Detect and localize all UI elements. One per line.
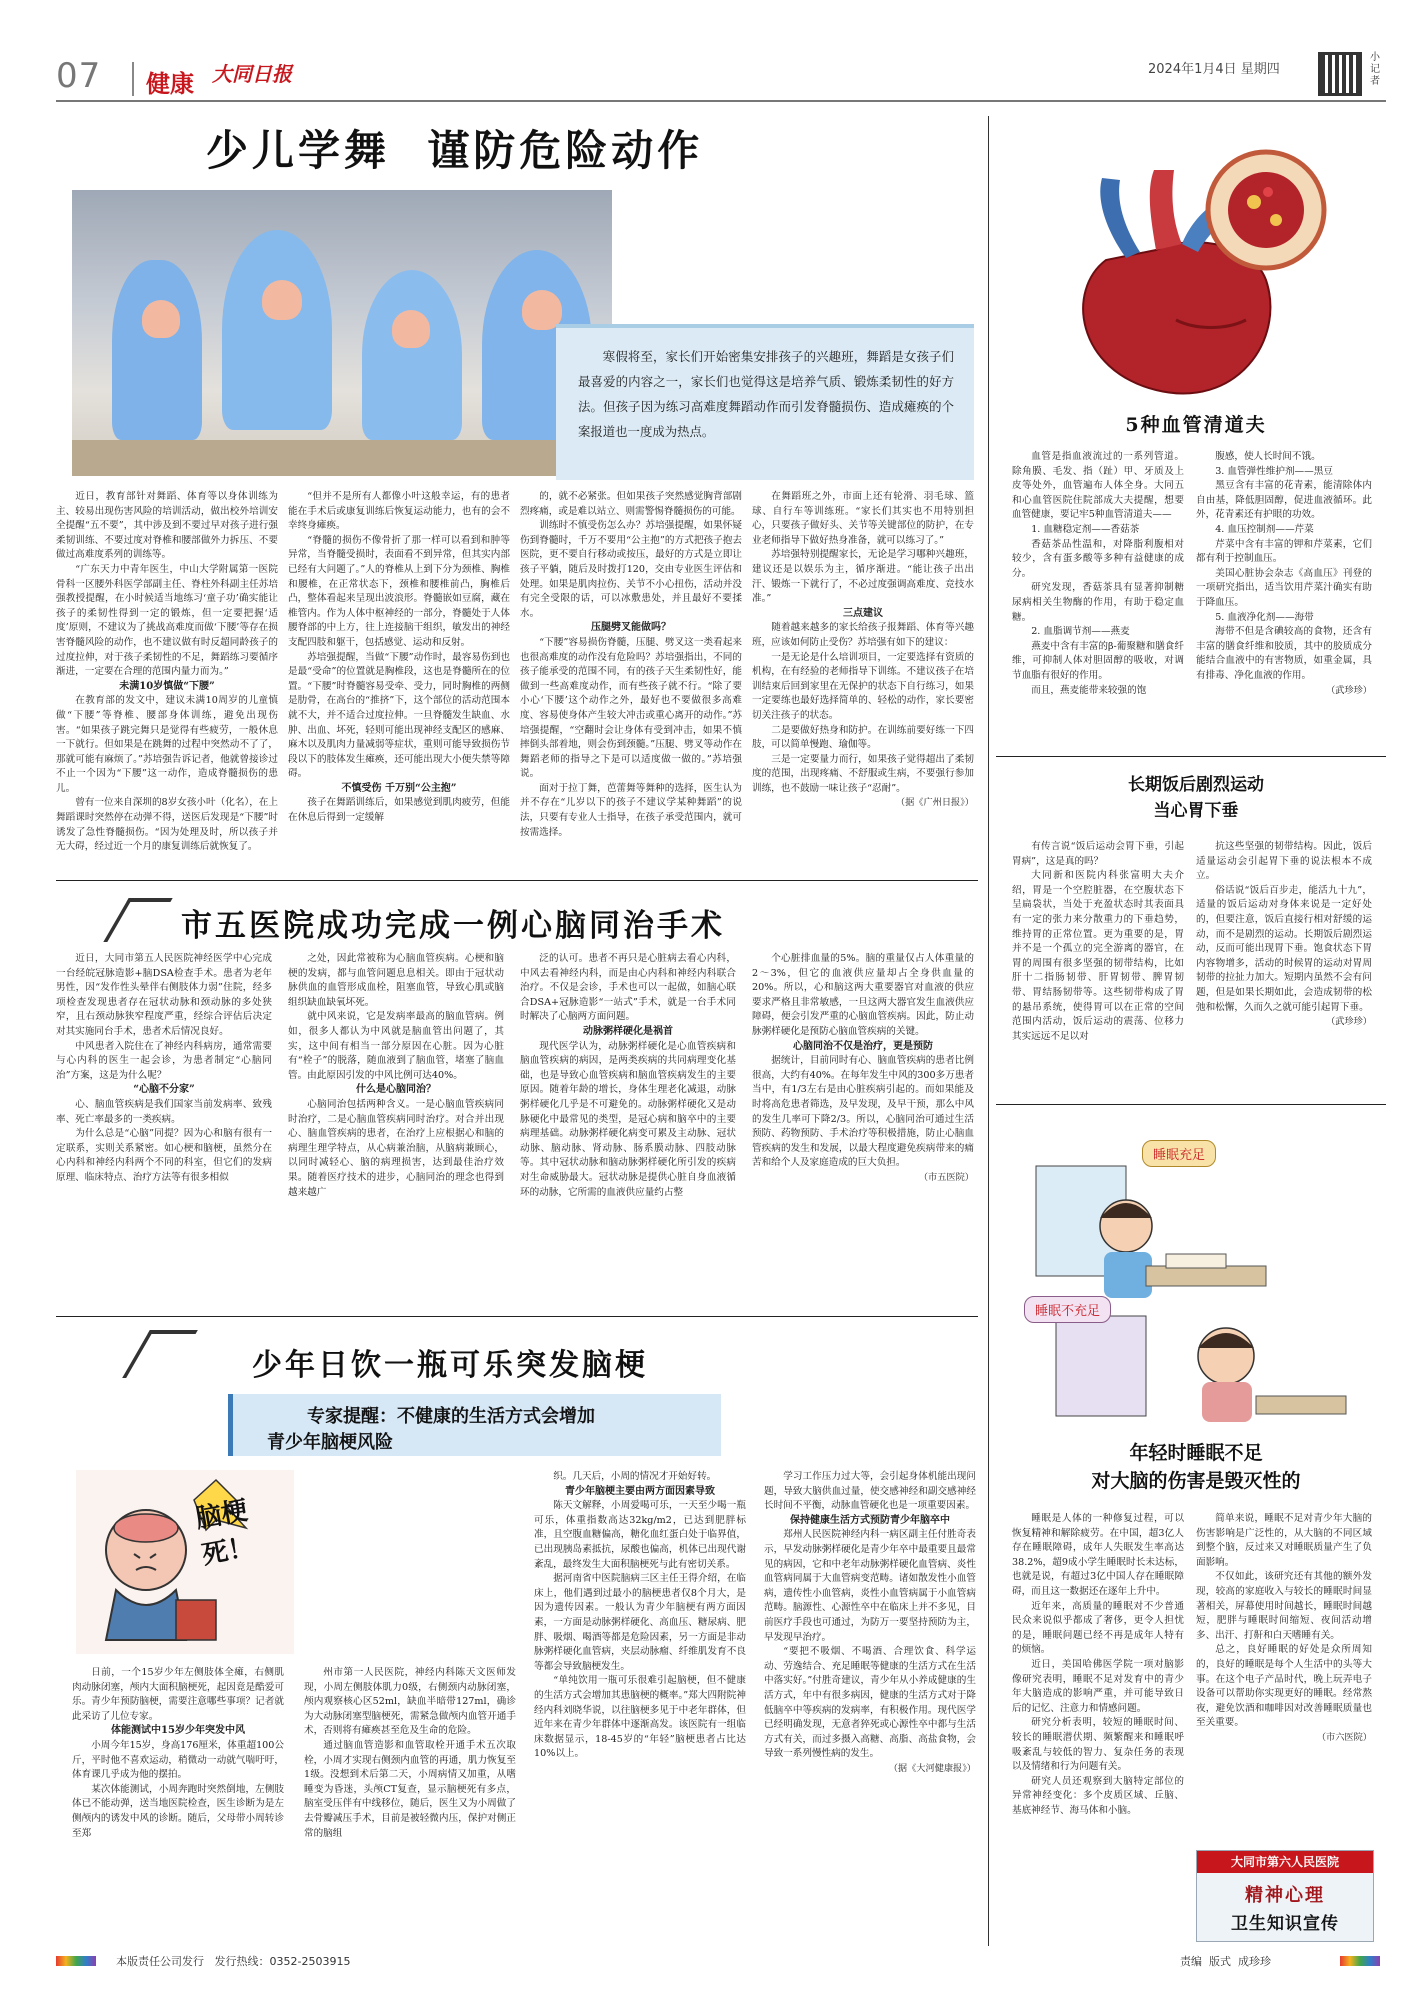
paragraph: 黑豆含有丰富的花青素，能清除体内自由基，降低胆固醇，促进血液循环。此外，花青素还有护眼的功效。 xyxy=(1196,480,1372,521)
paragraph: 小周今年15岁，身高176厘米，体重超100公斤，平时他不喜欢运动，稍微动一动就气喘吁吁，体育课几乎成为他的摆拍。 xyxy=(72,1739,284,1781)
main-vertical-rule xyxy=(988,116,989,1946)
cola-cartoon-text: 脑梗死！ xyxy=(193,1495,257,1571)
paragraph: 血管是指血液流过的一系列管道。除角膜、毛发、指（趾）甲、牙质及上皮等处外，血管遍布人体全身。大同五和心血管医院住院部成大夫提醒，想要血管健康，要记牢5种血管清道夫—— xyxy=(1012,451,1184,521)
paragraph: “单纯饮用一瓶可乐很难引起脑梗，但不健康的生活方式会增加其患脑梗的概率。”郑大四附院神经内科刘晓华说，以往脑梗多见于中老年群体，但近年来在青少年群体中逐渐高发。该医院有一组临床数据显示，18-45岁的“年轻”脑梗患者占比达10%以上。 xyxy=(534,1675,746,1760)
cola-cartoon xyxy=(76,1470,294,1654)
paragraph: 香菇茶品性温和，对降脂利腹相对较少，含有蛋多酸等多种有益健康的成分。 xyxy=(1012,538,1184,579)
paragraph: 心脑同治包括两种含义。一是心脑血管疾病同时治疗，二是心脑血管疾病同时治疗。对合并出现心、脑血管疾病的患者，在治疗上应根据心和脑的病理生理学特点，从心病兼治脑，从脑病兼顾心，以同时减轻心、脑的病理损害，达到最佳治疗效果。随着医疗技术的进步，心脑同治的理念也得到越来越广 xyxy=(288,1098,504,1198)
sleep-illustration xyxy=(1016,1126,1366,1426)
paragraph: 而且，燕麦能带来较强的饱 xyxy=(1031,684,1147,696)
paragraph: 苏培强提醒，当做“下腰”动作时，最容易伤到也是最“受命”的位置就是胸椎段，这也是脊髓所在的位置。“下腰”时脊髓容易受牵、受力，同时胸椎的两侧是肋骨，在高台的“推挤”下，这个部位的活动范围本就不大，并不适合过度拉伸。一旦脊髓发生缺血、水肿、出血、坏死，轻则可能出现神经支配区的感麻、麻木以及肌肉力量减弱等症状，重则可能导致损伤节段以下的肢体发生瘫痪，还可能出现大小便失禁等障碍。 xyxy=(288,651,510,780)
sleep-promo-box xyxy=(1196,1850,1374,1942)
paragraph: 近日，教育部针对舞蹈、体育等以身体训练为主、较易出现伤害风险的培训活动，做出校外培训安全提醒“五不要”，其中涉及到不要过早对孩子进行强柔韧训练、不要过度对脊椎和腰部做外力拆压、不要做过高难度系列的训练等。 xyxy=(56,491,278,561)
paragraph: “下腰”容易损伤脊髓，压腿、劈叉这一类看起来也很高难度的动作没有危险吗？苏培强指出，不同的孩子能承受的范围不同，有的孩子天生柔韧性好，能做到一些高难度动作，而有些孩子就不行。“除了要小心‘下腰’这个动作之外，最好也不要做很多高难度、容易使身体产生较大冲击或重心离开的动作。”苏培强提醒，“空翻时会让身体有受到冲击，如果不慎摔倒头部着地，则会伤到颈髓。”压腿、劈叉等动作在舞蹈老师的指导之下是可以适度做一做的。”苏培强说。 xyxy=(520,636,742,780)
cola-title-accent xyxy=(122,1330,198,1378)
dance-lead: 寒假将至，家长们开始密集安排孩子的兴趣班，舞蹈是女孩子们最喜爱的内容之一，家长们也觉得这是培养气质、锻炼柔韧性的好方法。但孩子因为练习高难度舞蹈动作而引发脊髓损伤、造成瘫痪的个案报道也一度成为热点。 xyxy=(578,349,954,439)
paragraph: 泛的认可。患者不再只是心脏病去看心内科，中风去看神经内科，而是由心内科和神经内科联合治疗。不仅是会诊，手术也可以一起做，如脑心联合DSA+冠脉造影“一站式”手术，就是一台手术同时解决了心脑两方面问题。 xyxy=(520,953,736,1023)
sleep-label-short: 睡眠不充足 xyxy=(1024,1296,1111,1323)
paragraph: “但并不是所有人都像小叶这般幸运，有的患者能在手术后或康复训练后恢复运动能力，也有的会不幸终身瘫痪。 xyxy=(288,491,510,532)
stomach-top-rule xyxy=(996,756,1386,757)
article-source: （市六医院） xyxy=(1316,1731,1372,1743)
stomach-col-1 xyxy=(1012,840,1184,1095)
cola-subtitle-2: 青少年脑梗风险 xyxy=(267,1432,393,1453)
masthead-divider xyxy=(132,62,134,96)
paragraph: 2. 血脂调节剂——燕麦 xyxy=(1031,626,1130,638)
subheading: 什么是心脑同治？ xyxy=(356,1084,436,1096)
article-source: （据《广州日报》） xyxy=(895,797,974,809)
paragraph: 近日，大同市第五人民医院神经医学中心完成一台经皖冠脉造影+脑DSA检查手术。患者为老年男性，因“发作性头晕伴右侧肢体力弱”住院，经多项检查发现患者存在冠状动脉和颈动脉的多处狭窄，且右颈动脉狭窄程度严重，经综合评估后决定对其实施同台手术，患者术后情况良好。 xyxy=(56,953,272,1037)
paragraph: 三是一定要量力而行，如果孩子觉得超出了柔韧度的范围，出现疼痛、不舒服或生病，不要强行参加训练，也不鼓励一味让孩子“忍耐”。 xyxy=(752,753,974,794)
page-number: 07 xyxy=(56,56,102,96)
paragraph: 的，就不必紧张。但如果孩子突然感觉胸背部剧烈疼痛，或是难以站立、则需警惕脊髓损伤的可能。 xyxy=(520,491,742,517)
paragraph: 现代医学认为，动脉粥样硬化是心血管疾病和脑血管疾病的病因，是两类疾病的共同病理变化基础，也是导致心血管疾病和脑血管疾病发生的主要原因。随着年龄的增长，身体生理老化减退，动脉粥样硬化几乎是不可避免的。动脉粥样硬化又是动脉硬化中最常见的类型，是冠心病和脑卒中的主要病理基础。动脉粥样硬化病变可累及主动脉、冠状动脉、脑动脉、肾动脉、肠系膜动脉、四肢动脉等。其中冠状动脉和脑动脉粥样硬化所引发的疾病对生命威胁最大。冠状动脉是提供心脏自身血液循环的动脉，它所需的血液供应量约占整 xyxy=(520,1040,736,1198)
sleep-headline-2: 对大脑的伤害是毁灭性的 xyxy=(1091,1470,1301,1492)
stomach-headline-2: 当心胃下垂 xyxy=(1153,801,1239,821)
paragraph: 总之，良好睡眠的好处是众所周知的，良好的睡眠是每个人生活中的头等大事。在这个电子产品时代，晚上玩弄电子设备可以帮助你实现更好的睡眠。经常熬夜，避免饮酒和咖啡因对改善睡眠质量也至关重要。 xyxy=(1196,1644,1372,1729)
article-stomach xyxy=(996,760,1386,1100)
paragraph: 芹菜中含有丰富的钾和芹菜素，它们都有利于控制血压。 xyxy=(1196,538,1372,565)
paragraph: 孩子在舞蹈训练后，如果感觉到肌肉疲劳，但能在休息后得到一定缓解 xyxy=(288,797,510,824)
paragraph: “脊髓的损伤不像骨折了那一样可以看到和肿等异常，当脊髓受损时，表面看不到异常，但其实内部已经有大问题了。”人的脊椎从上到下分为颈椎、胸椎和腰椎，在正常状态下，颈椎和腰椎前凸，胸椎后凸，整体看起来呈现出波浪形。脊髓嵌如豆腐，藏在椎管内。作为人体中枢神经的一部分，脊髓处于人体腰脊部的中上方，往上连接脑干组织，敏发出的神经支配四肢和躯干，包括感觉、运动和反射。 xyxy=(288,534,510,648)
paragraph: 不仅如此，该研究还有其他的额外发现，较高的家庭收入与较长的睡眠时间显著相关，屏幕使用时间越长，睡眠时间越短，肥胖与睡眠时间缩短、夜间活动增多、出汗、打鼾和白天嗜睡有关。 xyxy=(1196,1571,1372,1641)
vascular-col-1 xyxy=(1012,450,1184,750)
paragraph: 织。几天后，小周的情况才开始好转。 xyxy=(553,1471,717,1482)
paragraph: 为什么总是“心脑”同提？因为心和脑有很有一定联系，实则关系紧密。如心梗和脑梗，虽然分在心内科和神经内科两个不同的科室，但它们的发病原理、临床特点、治疗方法等有很多相似 xyxy=(56,1128,272,1183)
subheading: 压腿劈叉能做吗？ xyxy=(591,622,671,634)
paragraph: 据统计，目前同时有心、脑血管疾病的患者比例很高，大约有40%。在每年发生中风的300多万患者当中，有1/3左右是由心脏疾病引起的。而如果能及时将高危患者筛选，及早发现，及早干预，那么中风的发生几率可下降2/3。所以，心脑同治可通过生活预防、药物预防、手术治疗等积极措施，防止心脑血管疾病的发生和发展，以最大程度避免疾病带来的痛苦和给个人及家庭造成的巨大负担。 xyxy=(752,1055,974,1169)
paragraph: 日前，一个15岁少年左侧肢体全瘫，右侧肌肉动脉闭塞，颅内大面积脑梗死，起因竟是酷爱可乐。青少年预防脑梗，需要注意哪些事项？记者就此采访了儿位专家。 xyxy=(72,1667,284,1722)
dance-col-2 xyxy=(288,490,510,870)
paragraph: 随着越来越多的家长给孩子报舞蹈、体育等兴趣班，应该如何防止受伤？苏培强有如下的建议： xyxy=(752,622,974,648)
article-cola xyxy=(56,1322,978,1944)
article-source: （武珍珍） xyxy=(1326,684,1372,696)
paragraph: 通过脑血管造影和血管取栓开通手术五次取栓，小周才实现右侧颈内血管的再通，肌力恢复至1级。没想到术后第二天，小周病情又加重，从嗜睡变为昏迷，头颅CT复查，显示脑梗死有多点，脑室受压伴有中线移位，随后，医生又为小周做了去骨瓣减压手术，目前是被轻微内压，保护对侧正常的脑组 xyxy=(304,1739,516,1839)
subheading: 三点建议 xyxy=(843,607,883,619)
article-dance xyxy=(56,106,978,874)
subheading: “心脑不分家” xyxy=(133,1084,195,1096)
footer-color-bar xyxy=(56,1956,96,1966)
article-sleep xyxy=(996,1108,1386,1946)
sleep-col-2 xyxy=(1196,1512,1372,1838)
paragraph: 研究分析表明，较短的睡眠时间、较长的睡眠潜伏期、频繁醒来和睡眠呼吸紊乱与较低的智力、复杂任务的表现以及情绪和行为问题有关。 xyxy=(1012,1717,1184,1773)
paragraph: 在教育部的发文中，建议未满10周岁的儿童慎做“下腰”等脊椎、腰部身体训练，避免出现伤害。“如果孩子跳完舞只是觉得有些疲劳，一般休息一下就行。但如果是在跳舞的过程中突然动不了了，那就可能有麻烦了。”苏培强告诉记者，他就曾接诊过不止一个因为“下腰”这一动作，造成脊髓损伤的患儿。 xyxy=(56,695,278,794)
masthead xyxy=(0,0,1416,100)
paragraph: 二是要做好热身和防护。在训练前要好练一下四肢，可以简单慢跑、瑜伽等。 xyxy=(752,724,974,751)
paragraph: 有传言说“饭后运动会胃下垂，引起胃病”，这是真的吗？ xyxy=(1012,841,1184,867)
section-label: 健康 xyxy=(146,70,194,98)
stomach-col-2 xyxy=(1196,840,1372,1095)
paragraph: 腹感，使人长时间不饿。 xyxy=(1215,451,1321,462)
dance-col-3 xyxy=(520,490,742,870)
issue-date: 2024年1月4日 星期四 xyxy=(1148,62,1280,77)
sleep-promo-topic: 精神心理 xyxy=(1245,1885,1325,1906)
paragraph: 海带不但是含碘较高的食物，还含有丰富的膳食纤维和胶质，其中的胶质成分能结合血液中的有害物质，如重金属，具有排毒、净化血液的作用。 xyxy=(1196,626,1372,681)
paragraph: 研究人员还观察到大脑特定部位的异常神经变化：多个皮质区域、丘脑、基底神经节、海马体和小脑。 xyxy=(1012,1775,1184,1816)
paragraph: 睡眠是人体的一种修复过程，可以恢复精神和解除疲劳。在中国，超3亿人存在睡眠障碍，成年人失眠发生率高达38.2%，超9成小学生睡眠时长未达标，也就是说，有超过3亿中国人存在睡眠障碍，而且这一数据还在逐年上升中。 xyxy=(1012,1513,1184,1597)
subheading: 体能测试中15岁少年突发中风 xyxy=(111,1725,245,1737)
paragraph: “广东天力中青年医生，中山大学附属第一医院骨科一区腰外科医学部副主任、脊柱外科副主任苏培强教授提醒，在小时候适当地练习‘童子功’确实能让孩子的柔韧性得到一定的锻炼，但一定要把握‘适度’原则，不建议为了挑战高难度而做‘下腰’等存在损害脊髓风险的动作，也不建议做有时反超同龄孩子的过度拉伸，对于孩子柔韧性的不足，舞蹈练习要循序渐进，一定要在合理的范围内量力而为。” xyxy=(56,563,278,678)
paragraph: 中风患者入院住在了神经内科病房，通常需要与心内科的医生一起会诊，为患者制定“心脑同治”方案，这是为什么呢？ xyxy=(56,1040,272,1081)
subheading: 不慎受伤 千万别“公主抱” xyxy=(341,782,457,794)
paragraph: 近年来，高质量的睡眠对不少普通民众来说似乎都成了奢侈，更令人担忧的是，睡眠问题已经不再是成年人特有的烦恼。 xyxy=(1012,1600,1184,1656)
paragraph: 大同新和医院内科张富明大夫介绍，胃是一个空腔脏器，在空腹状态下呈扁袋状，当处于充盈状态时其表面具有一定的张力来分散重力的下垂趋势，维持胃的正常位置。更为重要的是，胃并不是一个孤立的完全游离的器官，在胃的周围有很多坚强的韧带结构，比如肝十二指肠韧带、肝胃韧带、脾胃韧带、胃结肠韧带等。这些韧带构成了胃的悬吊系统，使得胃可以在正常的空间范围内活动，饭后运动的震荡、位移力其实远远不足以对 xyxy=(1012,870,1184,1042)
masthead-rule xyxy=(56,100,1386,102)
sleep-promo-hospital: 大同市第六人民医院 xyxy=(1197,1851,1373,1873)
hospital-title-accent xyxy=(103,898,172,942)
paragraph: 个心脏排血量的5%。脑的重量仅占人体重量的2～3%，但它的血液供应量却占全身供血量的20%。所以，心和脑这两大重要器官对血液的供应要求严格且非常敏感，一旦这两大器官发生血液供应障碍，便会引发严重的心脑血管疾病。因此，防止动脉粥样硬化是预防心脑血管疾病的关键。 xyxy=(752,953,974,1037)
paragraph: 训练时不慎受伤怎么办？苏培强提醒，如果怀疑伤到脊髓时，千万不要用“公主抱”的方式把孩子抱去医院，更不要自行移动或按压，最好的方式是立即让孩子平躺，随后及时拨打120，交由专业医生评估和处理。如果是肌肉拉伤、关节不小心扭伤，活动并没有完全受限的话，可以冰敷患处，并且最好不要揉水。 xyxy=(520,520,742,619)
heart-illustration xyxy=(1036,140,1346,410)
paragraph: 心、脑血管疾病是我们国家当前发病率、致残率、死亡率最多的一类疾病。 xyxy=(56,1098,272,1125)
paragraph: 近日，美国哈佛医学院一项对脑影像研究表明，睡眠不足对发育中的青少年大脑造成的影响严重，并可能导致日后的记忆、注意力和情感问题。 xyxy=(1012,1658,1184,1714)
hospital-col-2 xyxy=(288,952,504,1302)
paragraph: 一是无论是什么培训项目，一定要选择有资质的机构，在有经验的老师指导下训练。不建议孩子在培训结束后回到家里在无保护的状态下自行练习，如果一定要练也最好选择简单的、轻松的动作，家长要密切关注孩子的状态。 xyxy=(752,651,974,721)
article-vascular xyxy=(996,110,1386,750)
paper-logo: 大同日报 xyxy=(212,62,292,86)
cola-col-2 xyxy=(304,1666,516,1936)
paragraph: 5. 血液净化剂——海带 xyxy=(1215,611,1314,623)
footer-left: 本版责任公司发行 发行热线：0352-2503915 xyxy=(116,1955,351,1968)
dance-photo xyxy=(72,190,612,476)
sleep-promo-campaign: 卫生知识宣传 xyxy=(1231,1914,1339,1934)
paragraph: 4. 血压控制剂——芹菜 xyxy=(1215,523,1314,535)
paragraph: 州市第一人民医院，神经内科陈天文医师发现，小周左侧肢体肌力0级，右侧颈内动脉闭塞，颅内观察核心区52ml，缺血半暗带127ml，确诊为大动脉闭塞型脑梗死，需紧急做颅内血管开通手术，否则将有瘫痪甚至危及生命的危险。 xyxy=(304,1667,516,1737)
hospital-top-rule xyxy=(56,880,978,881)
paragraph: 简单来说，睡眠不足对青少年大脑的伤害影响是广泛性的，从大脑的不同区域到整个脑，反过来又对睡眠质量产生了负面影响。 xyxy=(1196,1513,1372,1568)
cola-headline: 少年日饮一瓶可乐突发脑梗 xyxy=(252,1348,648,1383)
subheading: 动脉粥样硬化是祸首 xyxy=(583,1025,673,1037)
sleep-headline-1: 年轻时睡眠不足 xyxy=(1129,1442,1263,1464)
paragraph: 3. 血管弹性维护剂——黑豆 xyxy=(1215,465,1333,477)
hospital-col-3 xyxy=(520,952,736,1302)
hospital-col-1 xyxy=(56,952,272,1302)
paragraph: 学习工作压力过大等，会引起身体机能出现问题，导致大脑供血过量，使交感神经和副交感神经长时间不平衡，动脉血管硬化也是一项重要因素。 xyxy=(764,1471,976,1512)
dance-col-4 xyxy=(752,490,974,870)
vascular-col-2 xyxy=(1196,450,1372,750)
article-source: （据《大河健康报》） xyxy=(888,1762,976,1774)
subheading: 青少年脑梗主要由两方面因素导致 xyxy=(565,1485,715,1497)
paragraph: 俗话说“饭后百步走，能活九十九”，适量的饭后运动对身体来说是一定好处的，但要注意，饭后直接行相对舒缓的运动，而不是剧烈的运动。长期饭后剧烈运动，反而可能出现胃下垂。饱食状态下胃内容物增多，活动的时候胃的运动对胃周韧带的拉扯力加大。短期内虽然不会有问题，但是如果长期如此，会造成韧带的松弛和松懈，久而久之就可能引起胃下垂。 xyxy=(1196,884,1372,1013)
subheading: 未满10岁慎做“下腰” xyxy=(119,680,215,692)
footer-color-bar-right xyxy=(1340,1956,1380,1966)
paragraph: 某次体能测试，小周奔跑时突然倒地，左侧肢体已不能动弹，送当地医院检查，医生诊断为是左侧颅内的诱发中风的诊断。随后，父母带小周转诊至郑 xyxy=(72,1783,284,1839)
paragraph: “要把不吸烟、不喝酒、合理饮食、科学运动、劳逸结合、充足睡眠等健康的生活方式在生活中落实好。”付胜奇建议，青少年从小养成健康的生活方式，年中有很多病因，健康的生活方式对于降低脑卒中等疾病的发病率，有积极作用。现代医学已经明确发现，无意者猝死或心源性卒中都与生活方式有关，而过多摄入高糖、高脂、高盐食物，会导致一系列慢性病的发生。 xyxy=(764,1646,976,1760)
qr-caption: 小 记 者 xyxy=(1370,52,1380,87)
paragraph: 抗这些坚强的韧带结构。因此，饭后适量运动会引起胃下垂的说法根本不成立。 xyxy=(1196,841,1372,882)
paragraph: 陈天文解释，小周爱喝可乐，一天至少喝一瓶可乐，体重指数高达32kg/m2，已达到肥胖标准，且空腹血糖偏高，糖化血红蛋白处于临界值，已出现胰岛素抵抗，尿酸也偏高，机体已出现代谢紊乱，最终发生大面积脑梗死与此有密切关系。 xyxy=(534,1500,746,1570)
cola-top-rule xyxy=(56,1316,978,1317)
hospital-headline: 市五医院成功完成一例心脑同治手术 xyxy=(181,908,725,944)
sleep-label-full: 睡眠充足 xyxy=(1142,1140,1216,1167)
sleep-col-1 xyxy=(1012,1512,1184,1942)
qr-code-icon xyxy=(1318,52,1362,96)
dance-lead-box xyxy=(556,324,974,480)
paragraph: 在舞蹈班之外，市面上还有轮滑、羽毛球、篮球、自行车等训练班。“家长们其实也不用特别担心，只要孩子做好头、关节等关键部位的防护，在专业老师指导下做好热身准备，就可以练习了。” xyxy=(752,491,974,546)
paragraph: 曾有一位来自深圳的8岁女孩小叶（化名），在上舞蹈课时突然停在动弹不得，送医后发现是“下腰”时诱发了急性脊髓损伤。“因为处理及时，所以孩子并无大碍，经过近一个月的康复训练后就恢复了。 xyxy=(56,797,278,853)
article-source: （市五医院） xyxy=(918,1171,974,1183)
subheading: 心脑同治不仅是治疗，更是预防 xyxy=(793,1040,933,1052)
paragraph: 面对于拉丁舞，芭蕾舞等舞种的选择，医生认为并不存在“儿岁以下的孩子不建议学某种舞蹈”的说法，只要有专业人士指导，在孩子承受范围内，就可按需选择。 xyxy=(520,782,742,838)
paragraph: 燕麦中含有丰富的β-葡聚糖和膳食纤维，可抑制人体对胆固醇的吸收，对调节血脂有很好的作用。 xyxy=(1012,640,1184,681)
cola-col-1 xyxy=(72,1666,284,1936)
hospital-col-4 xyxy=(752,952,974,1302)
dance-col-1 xyxy=(56,490,278,870)
cola-col-4 xyxy=(764,1470,976,1936)
dance-headline: 少儿学舞 谨防危险动作 xyxy=(206,126,704,175)
cola-subtitle-banner xyxy=(228,1394,721,1456)
paragraph: 就中风来说，它是发病率最高的脑血管病。例如，很多人都认为中风就是脑血管出问题了，其实，这中间有相当一部分原因在心脏。因为心脏有“栓子”的脱落，随血液到了脑血管，堵塞了脑血管。由此原因引发的中风比例可达40%。 xyxy=(288,1011,504,1081)
paragraph: 1. 血糖稳定剂——香菇茶 xyxy=(1031,523,1140,535)
article-hospital xyxy=(56,888,978,1308)
article-source: （武珍珍） xyxy=(1326,1016,1372,1028)
paragraph: 之处，因此常被称为心脑血管疾病。心梗和脑梗的发病，都与血管问题息息相关。即由于冠状动脉供血的血管形成血栓，阻塞血管，导致心肌或脑组织缺血缺氧坏死。 xyxy=(288,953,504,1008)
cola-subtitle-1: 专家提醒：不健康的生活方式会增加 xyxy=(307,1406,595,1427)
sleep-top-rule xyxy=(996,1104,1386,1105)
vascular-headline: 5种血管清道夫 xyxy=(1125,414,1267,436)
paragraph: 研究发现，香菇茶具有显著抑制糖尿病相关生物酶的作用，有助于稳定血糖。 xyxy=(1012,582,1184,623)
paragraph: 郑州人民医院神经内科一病区副主任付胜奇表示，早发动脉粥样硬化是青少年卒中最重要且最常见的病因，它和中老年动脉粥样硬化血管病、炎性血管病同属于大血管病变范畴。诸如散发性小血管病，遗传性小血管病，炎性小血管病属于小血管病范畴。脑源性、心源性卒中在临床上并不多见，目前医疗手段也可通过，为防万一要坚持预防为主，早发现早治疗。 xyxy=(764,1529,976,1643)
stomach-headline-1: 长期饭后剧烈运动 xyxy=(1128,775,1264,795)
cola-col-3 xyxy=(534,1470,746,1936)
paragraph: 美国心脏协会杂志《高血压》刊登的一项研究指出，适当饮用芹菜汁确实有助于降血压。 xyxy=(1196,567,1372,608)
paragraph: 苏培强特别提醒家长，无论是学习哪种兴趣班，建议还是以娱乐为主，循序渐进。“能让孩子出出汗、锻炼一下就行了，不必过度强调高难度、竞技水准。” xyxy=(752,549,974,605)
footer-right: 责编 版式 成珍珍 xyxy=(1180,1955,1271,1968)
subheading: 保持健康生活方式预防青少年脑卒中 xyxy=(790,1514,950,1526)
paragraph: 据河南省中医院脑病三区主任王得介绍，在临床上，他们遇到过最小的脑梗患者仅8个月大，是因为遗传因素。一般认为青少年脑梗有两方面因素，一方面是动脉粥样硬化、高血压、糖尿病、肥胖、吸烟、喝酒等都是危险因素，另一方面是非动脉粥样硬化血管病，夹层动脉瘤、纤维肌发育不良等都会导致脑梗发生。 xyxy=(534,1573,746,1672)
